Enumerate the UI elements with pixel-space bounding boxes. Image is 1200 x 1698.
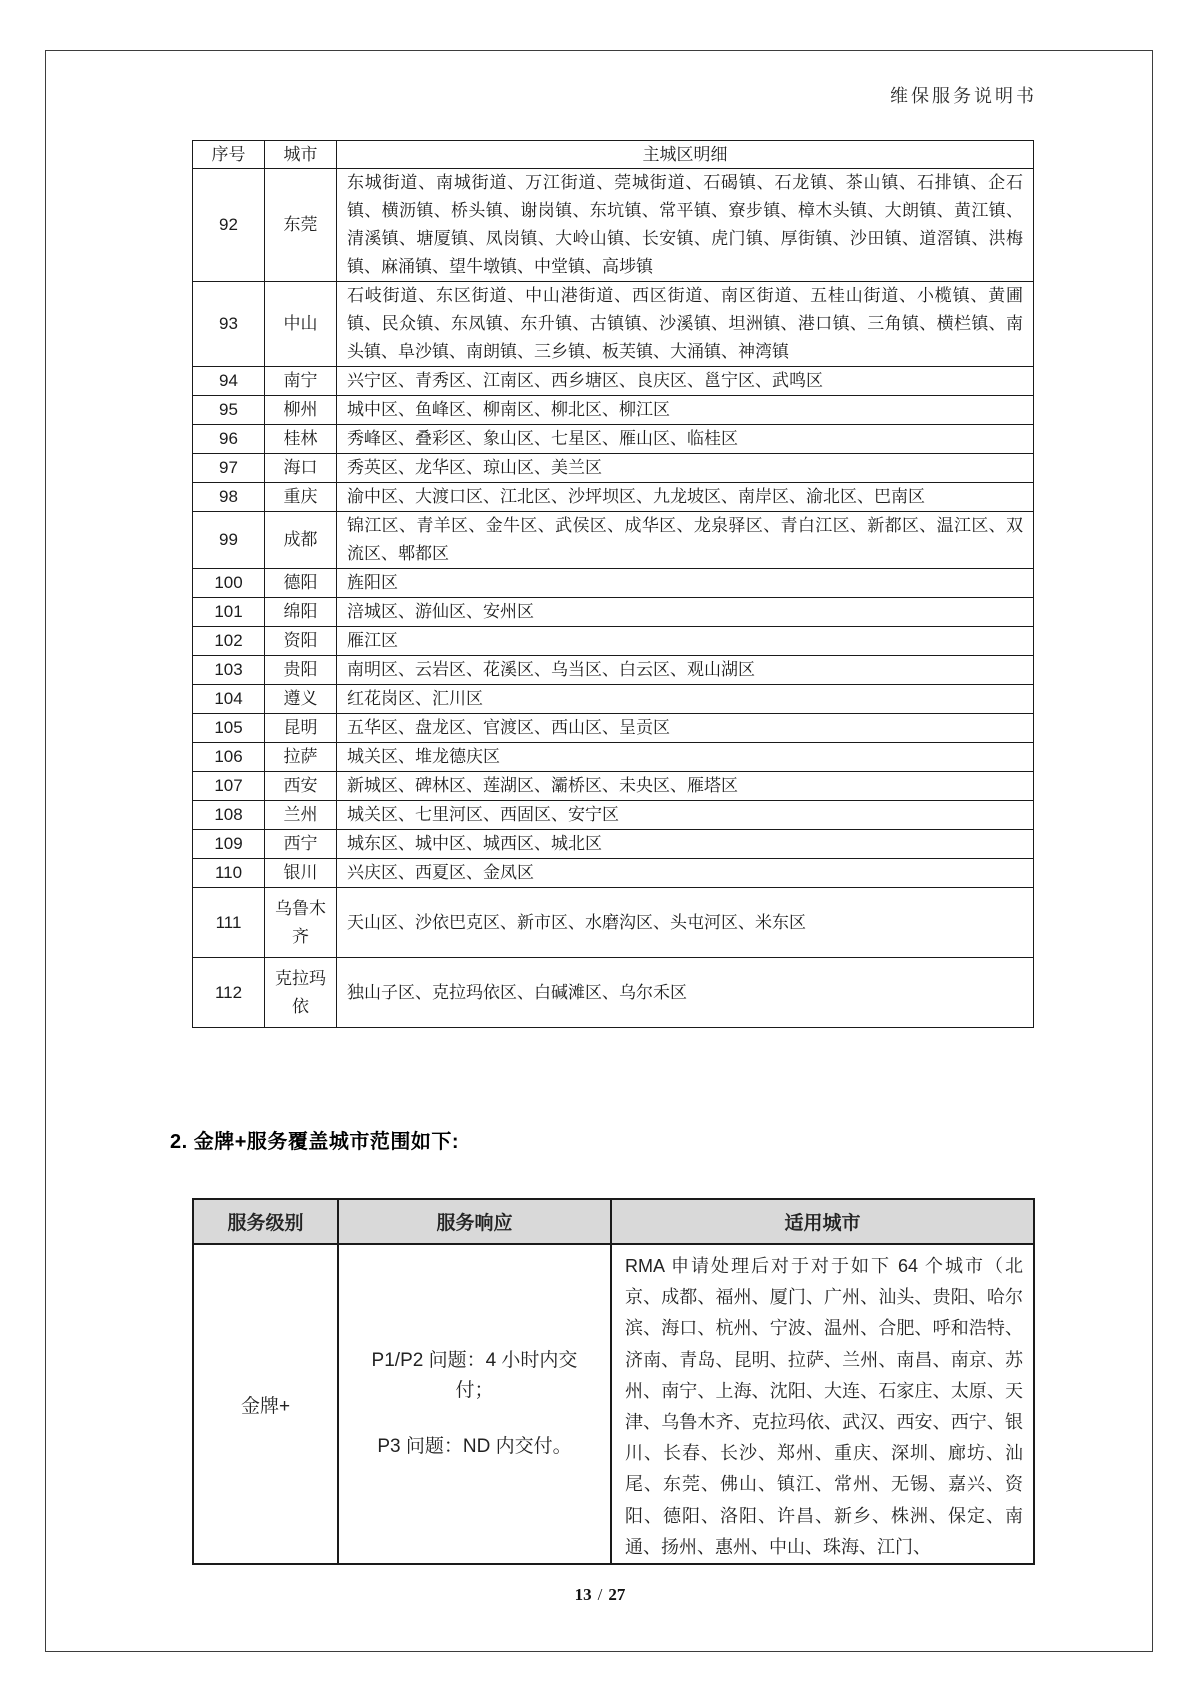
city-table-row xyxy=(193,685,1034,714)
city-name-cell: 遵义 xyxy=(265,685,337,714)
column-header-service-response: 服务响应 xyxy=(338,1199,611,1244)
serial-number-cell: 92 xyxy=(193,169,265,282)
serial-number-cell: 94 xyxy=(193,367,265,396)
districts-cell: 五华区、盘龙区、官渡区、西山区、呈贡区 xyxy=(337,714,1034,743)
districts-cell: 渝中区、大渡口区、江北区、沙坪坝区、九龙坡区、南岸区、渝北区、巴南区 xyxy=(337,483,1034,512)
serial-number-cell: 111 xyxy=(193,888,265,958)
city-table-row xyxy=(193,569,1034,598)
city-name-cell: 西安 xyxy=(265,772,337,801)
city-name-cell: 兰州 xyxy=(265,801,337,830)
city-name-cell: 银川 xyxy=(265,859,337,888)
column-header-service-level: 服务级别 xyxy=(193,1199,338,1244)
districts-cell: 锦江区、青羊区、金牛区、武侯区、成华区、龙泉驿区、青白江区、新都区、温江区、双流区、郫都区 xyxy=(337,512,1034,569)
serial-number-cell: 112 xyxy=(193,958,265,1028)
city-name-cell: 贵阳 xyxy=(265,656,337,685)
city-name-cell: 乌鲁木齐 xyxy=(265,888,337,958)
city-name-cell: 东莞 xyxy=(265,169,337,282)
column-header-applicable-cities: 适用城市 xyxy=(611,1199,1034,1244)
serial-number-cell: 109 xyxy=(193,830,265,859)
districts-cell: 城中区、鱼峰区、柳南区、柳北区、柳江区 xyxy=(337,396,1034,425)
section-heading: 2. 金牌+服务覆盖城市范围如下: xyxy=(170,1131,460,1153)
column-header-city: 城市 xyxy=(265,141,337,169)
districts-cell: 雁江区 xyxy=(337,627,1034,656)
city-table-row xyxy=(193,772,1034,801)
city-table-row xyxy=(193,714,1034,743)
page-number-current: 13 xyxy=(574,1585,592,1604)
column-header-serial: 序号 xyxy=(193,141,265,169)
page-footer xyxy=(0,1585,1200,1605)
city-name-cell: 海口 xyxy=(265,454,337,483)
serial-number-cell: 110 xyxy=(193,859,265,888)
districts-cell: 旌阳区 xyxy=(337,569,1034,598)
service-table-header-row xyxy=(193,1199,1034,1244)
city-table-row xyxy=(193,656,1034,685)
serial-number-cell: 99 xyxy=(193,512,265,569)
city-name-cell: 成都 xyxy=(265,512,337,569)
city-table-row xyxy=(193,396,1034,425)
serial-number-cell: 96 xyxy=(193,425,265,454)
city-table-row xyxy=(193,888,1034,958)
response-p1p2-text: P1/P2 问题：4 小时内交付； xyxy=(371,1350,578,1402)
city-table-row xyxy=(193,454,1034,483)
page-number-total: 27 xyxy=(608,1585,626,1604)
districts-cell: 新城区、碑林区、莲湖区、灞桥区、未央区、雁塔区 xyxy=(337,772,1034,801)
city-table-row xyxy=(193,483,1034,512)
serial-number-cell: 102 xyxy=(193,627,265,656)
city-name-cell: 绵阳 xyxy=(265,598,337,627)
applicable-cities-cell: RMA 申请处理后对于对于如下 64 个城市（北京、成都、福州、厦门、广州、汕头、贵阳、哈尔滨、海口、杭州、宁波、温州、合肥、呼和浩特、济南、青岛、昆明、拉萨、兰州、南昌、南京、苏州、南宁、上海、沈阳、大连、石家庄、太原、天津、乌鲁木齐、克拉玛依、武汉、西安、西宁、银川、长春、长沙、郑州、重庆、深圳、廊坊、汕尾、东莞、佛山、镇江、常州、无锡、嘉兴、资阳、德阳、洛阳、许昌、新乡、株洲、保定、南通、扬州、惠州、中山、珠海、江门、 xyxy=(611,1244,1034,1564)
city-table-header-row xyxy=(193,141,1034,169)
serial-number-cell: 108 xyxy=(193,801,265,830)
serial-number-cell: 107 xyxy=(193,772,265,801)
districts-cell: 兴宁区、青秀区、江南区、西乡塘区、良庆区、邕宁区、武鸣区 xyxy=(337,367,1034,396)
city-table-row xyxy=(193,830,1034,859)
column-header-districts: 主城区明细 xyxy=(337,141,1034,169)
city-name-cell: 拉萨 xyxy=(265,743,337,772)
city-name-cell: 资阳 xyxy=(265,627,337,656)
serial-number-cell: 103 xyxy=(193,656,265,685)
serial-number-cell: 100 xyxy=(193,569,265,598)
serial-number-cell: 97 xyxy=(193,454,265,483)
city-name-cell: 克拉玛依 xyxy=(265,958,337,1028)
districts-cell: 城关区、堆龙德庆区 xyxy=(337,743,1034,772)
city-table-row xyxy=(193,743,1034,772)
city-table-row xyxy=(193,801,1034,830)
page-number-separator: / xyxy=(597,1585,603,1604)
city-table-row xyxy=(193,512,1034,569)
serial-number-cell: 98 xyxy=(193,483,265,512)
serial-number-cell: 93 xyxy=(193,282,265,367)
city-name-cell: 德阳 xyxy=(265,569,337,598)
districts-cell: 涪城区、游仙区、安州区 xyxy=(337,598,1034,627)
city-table-row xyxy=(193,425,1034,454)
city-table-row xyxy=(193,627,1034,656)
city-name-cell: 西宁 xyxy=(265,830,337,859)
city-table-row xyxy=(193,169,1034,282)
serial-number-cell: 106 xyxy=(193,743,265,772)
serial-number-cell: 104 xyxy=(193,685,265,714)
city-districts-table xyxy=(192,140,1034,1028)
serial-number-cell: 105 xyxy=(193,714,265,743)
response-p3-text: P3 问题：ND 内交付。 xyxy=(377,1436,572,1458)
districts-cell: 兴庆区、西夏区、金凤区 xyxy=(337,859,1034,888)
service-level-cell: 金牌+ xyxy=(193,1244,338,1564)
city-name-cell: 桂林 xyxy=(265,425,337,454)
city-name-cell: 中山 xyxy=(265,282,337,367)
districts-cell: 城东区、城中区、城西区、城北区 xyxy=(337,830,1034,859)
districts-cell: 石岐街道、东区街道、中山港街道、西区街道、南区街道、五桂山街道、小榄镇、黄圃镇、民众镇、东凤镇、东升镇、古镇镇、沙溪镇、坦洲镇、港口镇、三角镇、横栏镇、南头镇、阜沙镇、南朗镇、三乡镇、板芙镇、大涌镇、神湾镇 xyxy=(337,282,1034,367)
city-name-cell: 重庆 xyxy=(265,483,337,512)
service-response-cell xyxy=(338,1244,611,1564)
districts-cell: 天山区、沙依巴克区、新市区、水磨沟区、头屯河区、米东区 xyxy=(337,888,1034,958)
city-name-cell: 昆明 xyxy=(265,714,337,743)
serial-number-cell: 101 xyxy=(193,598,265,627)
city-table-row xyxy=(193,859,1034,888)
document-header-title: 维保服务说明书 xyxy=(890,86,1037,106)
districts-cell: 南明区、云岩区、花溪区、乌当区、白云区、观山湖区 xyxy=(337,656,1034,685)
city-name-cell: 南宁 xyxy=(265,367,337,396)
city-table-row xyxy=(193,598,1034,627)
city-table-row xyxy=(193,282,1034,367)
districts-cell: 东城街道、南城街道、万江街道、莞城街道、石碣镇、石龙镇、茶山镇、石排镇、企石镇、横沥镇、桥头镇、谢岗镇、东坑镇、常平镇、寮步镇、樟木头镇、大朗镇、黄江镇、清溪镇、塘厦镇、凤岗镇、大岭山镇、长安镇、虎门镇、厚街镇、沙田镇、道滘镇、洪梅镇、麻涌镇、望牛墩镇、中堂镇、高埗镇 xyxy=(337,169,1034,282)
districts-cell: 秀英区、龙华区、琼山区、美兰区 xyxy=(337,454,1034,483)
districts-cell: 红花岗区、汇川区 xyxy=(337,685,1034,714)
districts-cell: 独山子区、克拉玛依区、白碱滩区、乌尔禾区 xyxy=(337,958,1034,1028)
city-table-row xyxy=(193,958,1034,1028)
districts-cell: 城关区、七里河区、西固区、安宁区 xyxy=(337,801,1034,830)
service-table-row xyxy=(193,1244,1034,1564)
districts-cell: 秀峰区、叠彩区、象山区、七星区、雁山区、临桂区 xyxy=(337,425,1034,454)
service-level-table xyxy=(192,1198,1035,1565)
city-table-row xyxy=(193,367,1034,396)
city-name-cell: 柳州 xyxy=(265,396,337,425)
serial-number-cell: 95 xyxy=(193,396,265,425)
